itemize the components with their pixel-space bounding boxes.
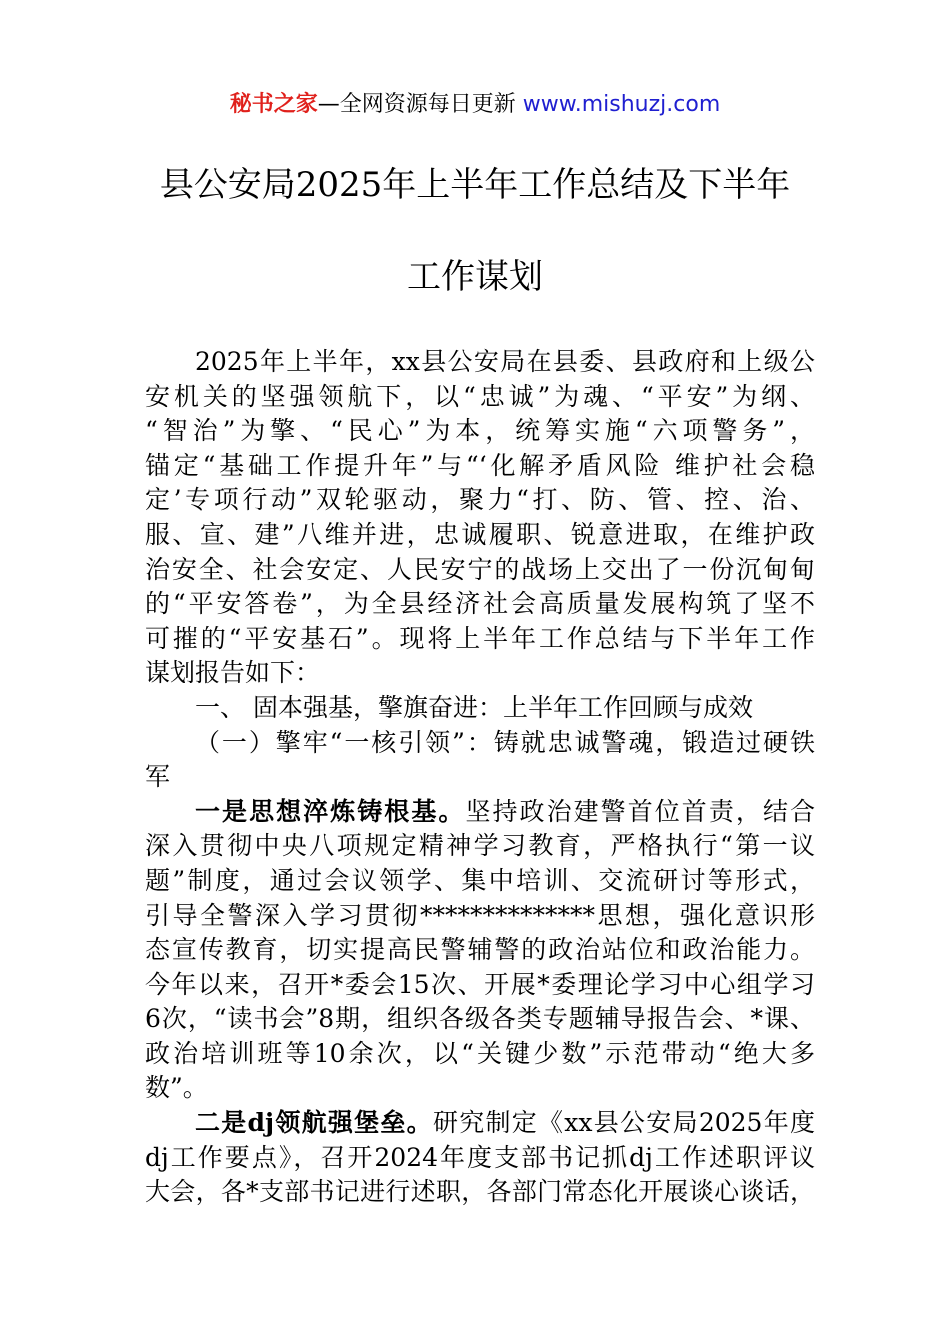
body-line: 大会，各*支部书记进行述职，各部门常态化开展谈心谈话，	[145, 1177, 815, 1207]
paragraph-2-lead: 一是思想淬炼铸根基。	[195, 796, 466, 826]
subsection-heading: （一）擎牢“一核引领”：铸就忠诚警魂，锻造过硬铁	[195, 727, 815, 757]
body-line: “智治”为擎、“民心”为本，统筹实施“六项警务”，	[145, 416, 815, 446]
body-line: 谋划报告如下：	[145, 658, 321, 688]
body-line: 6次，“读书会”8期，组织各级各类专题辅导报告会、*课、	[145, 1004, 815, 1034]
paragraph-3-lead: 二是dj领航强堡垒。	[195, 1108, 433, 1138]
body-line: 2025年上半年，xx县公安局在县委、县政府和上级公	[195, 347, 815, 376]
paragraph-2-first-line	[145, 795, 815, 830]
body-line: 今年以来，召开*委会15次、开展*委理论学习中心组学习	[145, 969, 815, 999]
body-line: 深入贯彻中央八项规定精神学习教育，严格执行“第一议	[145, 831, 815, 861]
document-title-line-2: 工作谋划	[407, 257, 543, 297]
brand-name: 秘书之家	[229, 92, 318, 117]
body-line: 锚定“基础工作提升年”与“‘化解矛盾风险 维护社会稳	[145, 450, 815, 480]
body-line: 治安全、社会安定、人民安宁的战场上交出了一份沉甸甸	[145, 554, 815, 584]
header-slogan: —全网资源每日更新	[317, 92, 516, 117]
section-heading: 一、 固本强基，擎旗奋进：上半年工作回顾与成效	[195, 692, 753, 722]
body-line: 安机关的坚强领航下，以“忠诚”为魂、“平安”为纲、	[145, 381, 815, 411]
paragraph-3-first-line	[145, 1106, 815, 1141]
body-line: 服、宣、建”八维并进，忠诚履职、锐意进取，在维护政	[145, 519, 815, 549]
paragraph-3-text: 研究制定《xx县公安局2025年度	[432, 1108, 815, 1138]
body-line: 态宣传教育，切实提高民警辅警的政治站位和政治能力。	[145, 935, 815, 965]
site-header	[0, 88, 950, 122]
body-line: 题”制度，通过会议领学、集中培训、交流研讨等形式，	[145, 865, 815, 895]
body-line: dj工作要点》，召开2024年度支部书记抓dj工作述职评议	[145, 1142, 815, 1172]
body-line: 的“平安答卷”，为全县经济社会高质量发展构筑了坚不	[145, 589, 815, 619]
body-line: 数”。	[145, 1073, 208, 1103]
document-title-line-1: 县公安局2025年上半年工作总结及下半年	[159, 165, 791, 205]
site-url-link[interactable]: www.mishuzj.com	[522, 92, 721, 117]
document-body	[145, 345, 815, 1210]
paragraph-2-text: 坚持政治建警首位首责，结合	[465, 796, 815, 826]
body-line: 引导全警深入学习贯彻**************思想，强化意识形	[145, 900, 815, 930]
body-line: 可摧的“平安基石”。现将上半年工作总结与下半年工作	[145, 623, 815, 653]
body-line: 定’专项行动”双轮驱动，聚力“打、防、管、控、治、	[145, 485, 815, 515]
body-line: 政治培训班等10余次，以“关键少数”示范带动“绝大多	[145, 1038, 815, 1068]
subsection-heading-cont: 军	[145, 762, 171, 792]
